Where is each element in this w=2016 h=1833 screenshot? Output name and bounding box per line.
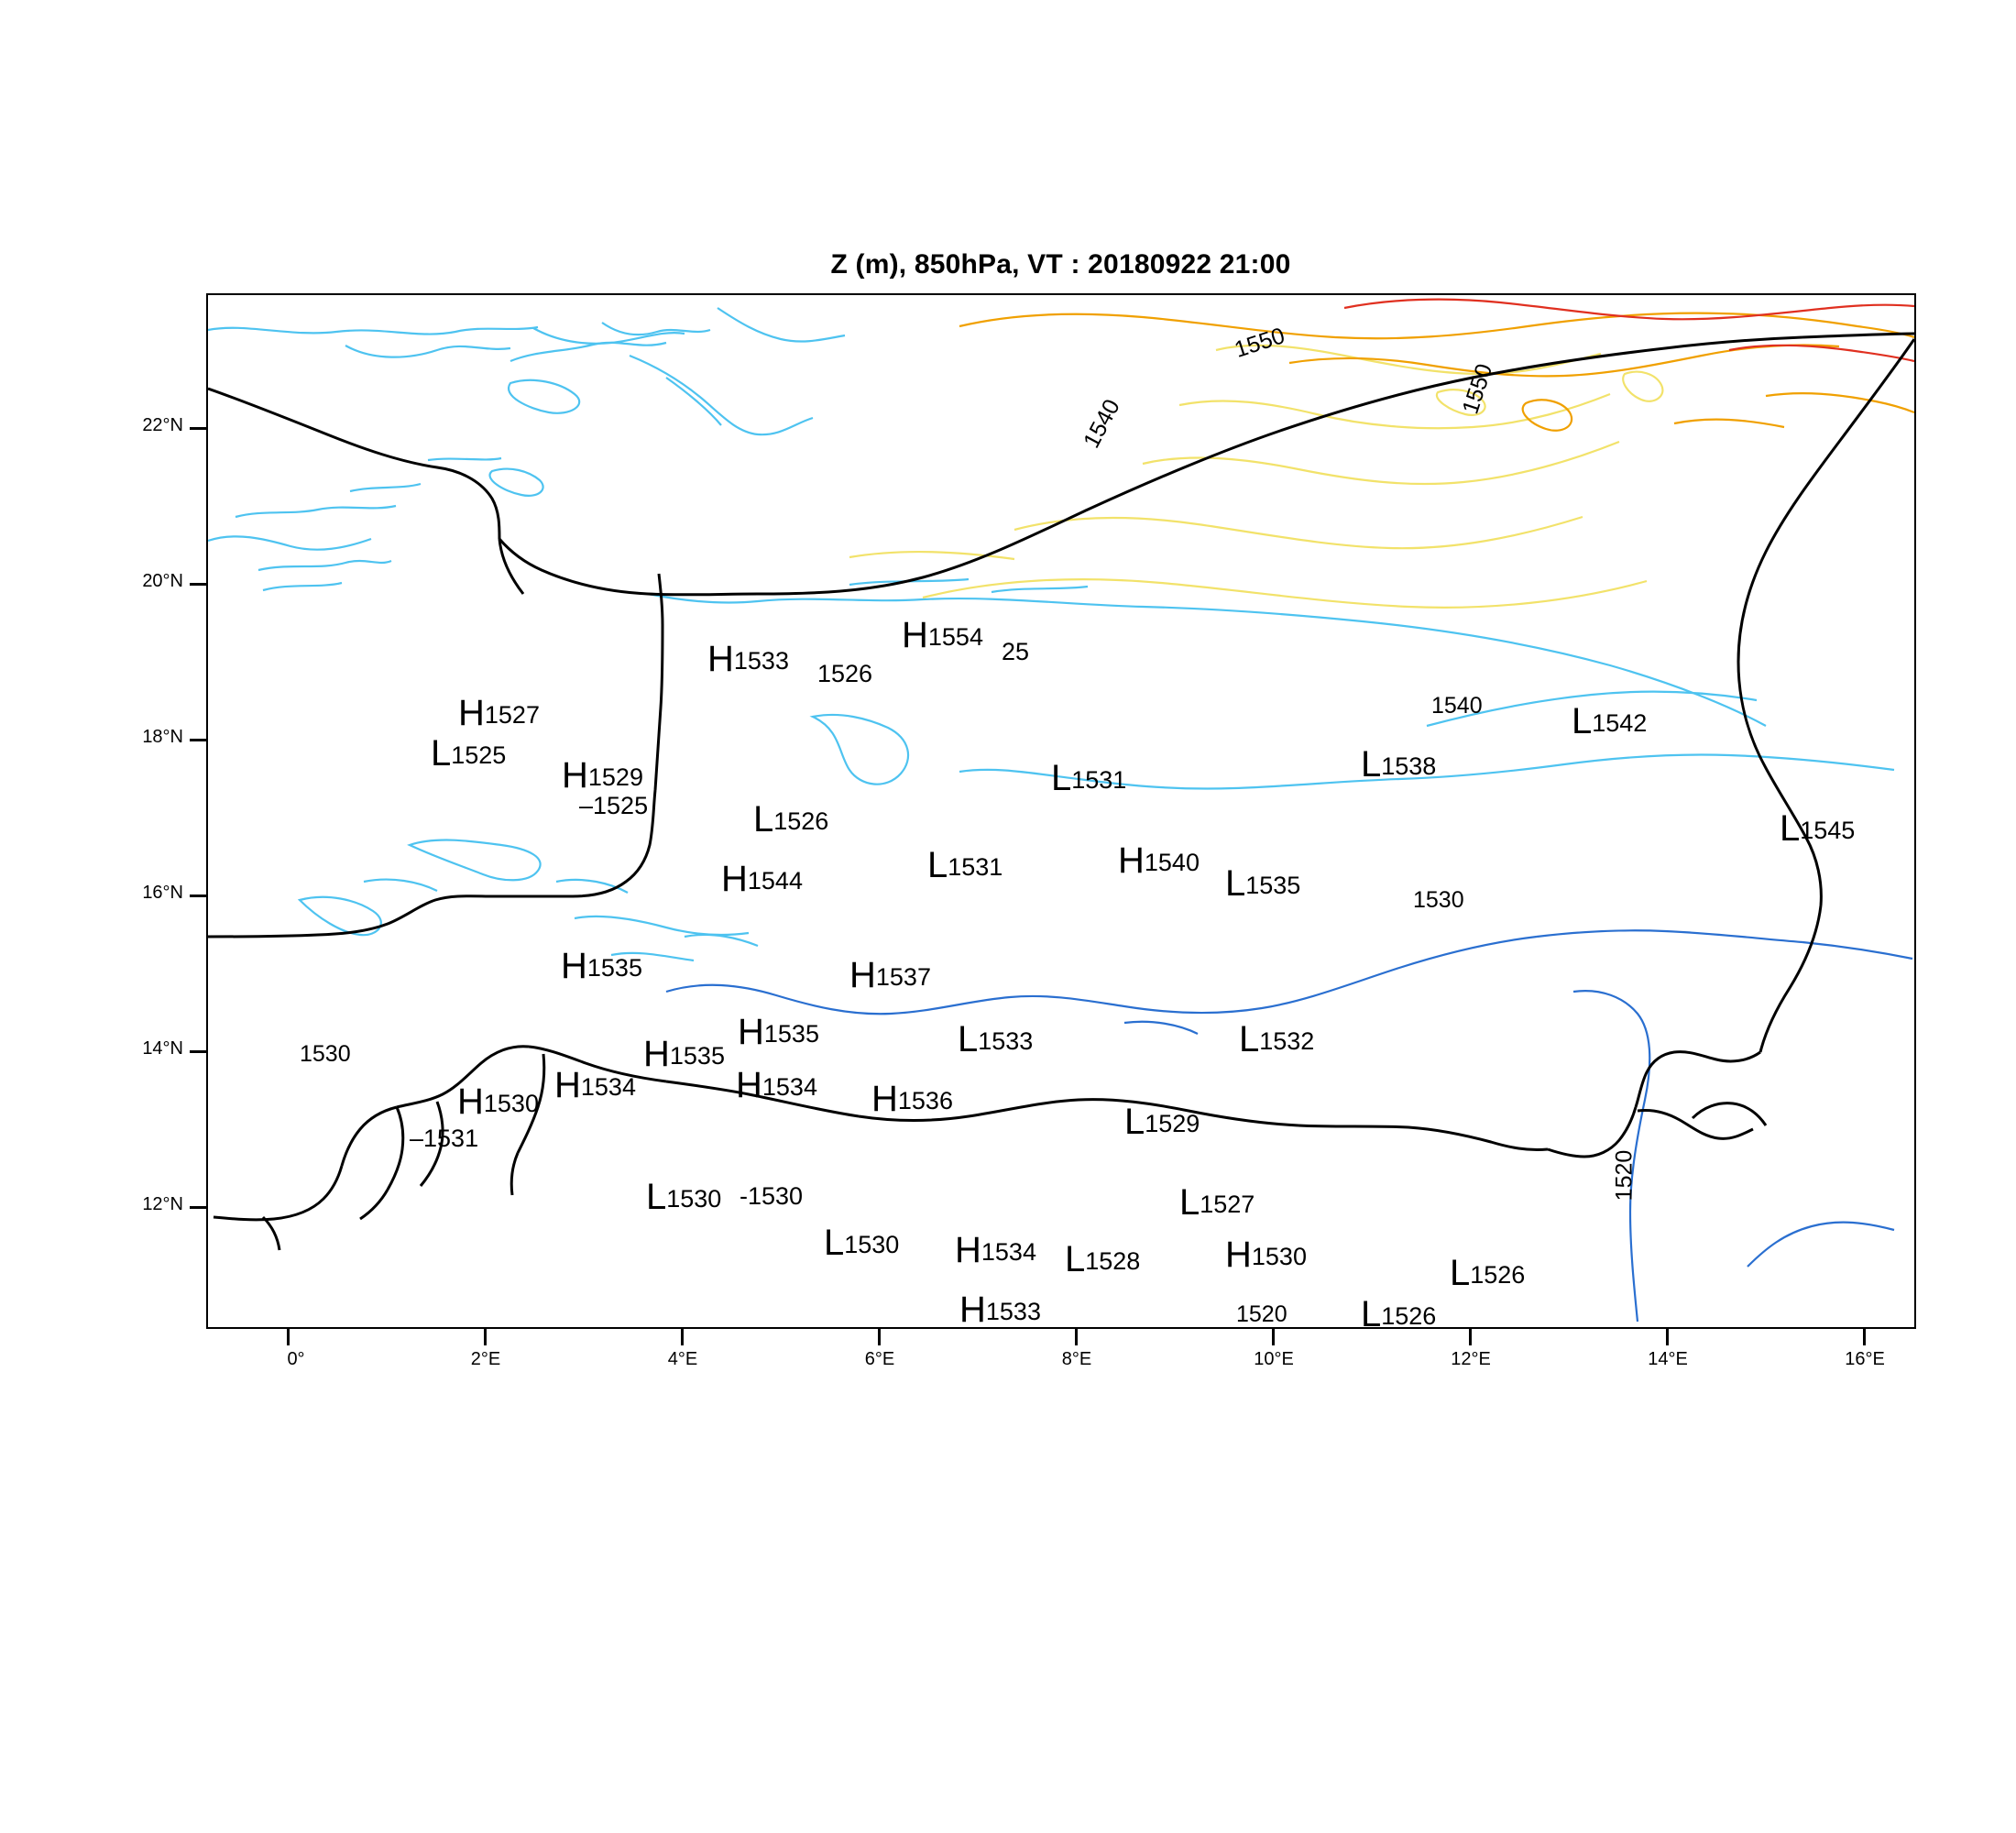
pressure-center-high: H1530: [1225, 1235, 1307, 1275]
pressure-center-high: H1537: [849, 955, 931, 995]
pressure-center-low: L1531: [927, 845, 1003, 885]
pressure-center-high: H1530: [457, 1081, 539, 1122]
pressure-value: –1525: [579, 792, 649, 819]
pressure-center-high: H1544: [721, 859, 803, 899]
y-tick: [190, 1050, 206, 1053]
pressure-center-low: L1526: [753, 799, 829, 840]
x-tick: [1666, 1329, 1669, 1345]
pressure-center-low: L1531: [1051, 758, 1127, 798]
pressure-center-high: H1534: [955, 1230, 1036, 1270]
contour-label: 1530: [300, 1041, 351, 1067]
pressure-center-low: L1532: [1239, 1019, 1315, 1059]
y-tick: [190, 427, 206, 430]
x-tick: [681, 1329, 684, 1345]
pressure-center-high: H1535: [643, 1034, 725, 1074]
contour-label: 1540: [1078, 395, 1125, 453]
pressure-center-high: H1534: [554, 1065, 636, 1105]
pressure-center-low: L1538: [1361, 744, 1437, 785]
pressure-center-high: H1533: [959, 1290, 1041, 1329]
pressure-center-low: L1527: [1179, 1182, 1255, 1223]
y-tick-label: 16°N: [142, 883, 183, 903]
x-tick: [1075, 1329, 1078, 1345]
pressure-center-high: H1536: [871, 1079, 953, 1119]
pressure-center-low: L1526: [1361, 1294, 1437, 1329]
contour-lines: [208, 300, 1914, 1322]
y-tick-label: 22°N: [142, 415, 183, 435]
pressure-center-high: H1533: [707, 639, 789, 679]
pressure-center-low: L1542: [1572, 701, 1648, 741]
y-tick: [190, 1206, 206, 1209]
x-tick: [287, 1329, 290, 1345]
pressure-center-low: L1530: [646, 1177, 722, 1217]
y-tick: [190, 583, 206, 586]
x-tick-label: 16°E: [1845, 1349, 1885, 1369]
pressure-value: 25: [1002, 638, 1030, 665]
y-tick: [190, 895, 206, 897]
pressure-center-high: H1527: [458, 693, 540, 733]
contour-label: 1520: [1236, 1301, 1287, 1327]
contour-label: 1550: [1231, 323, 1288, 363]
map-plot-area: [206, 293, 1916, 1329]
pressure-center-high: H1529: [562, 755, 643, 796]
x-tick: [484, 1329, 487, 1345]
pressure-center-low: L1526: [1450, 1253, 1526, 1293]
map-contours: [208, 295, 1914, 1327]
x-tick-label: 4°E: [667, 1349, 698, 1369]
pressure-value: –1531: [410, 1125, 479, 1152]
x-tick-label: 12°E: [1451, 1349, 1491, 1369]
contour-label: 1530: [1413, 887, 1464, 913]
x-tick-label: 14°E: [1648, 1349, 1688, 1369]
x-tick-label: 2°E: [470, 1349, 501, 1369]
pressure-center-low: L1525: [431, 733, 507, 774]
contour-label: 1540: [1431, 693, 1483, 719]
pressure-center-high: H1554: [902, 615, 983, 655]
x-tick-label: 8°E: [1061, 1349, 1092, 1369]
contour-label: 1550: [1457, 360, 1498, 418]
x-tick: [878, 1329, 881, 1345]
y-tick-label: 14°N: [142, 1038, 183, 1059]
pressure-center-low: L1533: [958, 1019, 1034, 1059]
y-tick: [190, 739, 206, 741]
pressure-center-low: L1530: [824, 1223, 900, 1263]
pressure-center-high: H1535: [738, 1012, 819, 1052]
pressure-center-low: L1528: [1065, 1239, 1141, 1279]
x-tick-label: 10°E: [1254, 1349, 1294, 1369]
x-tick: [1863, 1329, 1866, 1345]
pressure-value: -1530: [740, 1182, 804, 1210]
x-tick: [1469, 1329, 1472, 1345]
y-tick-label: 18°N: [142, 727, 183, 747]
pressure-value: 1526: [817, 660, 873, 687]
y-tick-label: 12°N: [142, 1194, 183, 1214]
x-tick-label: 6°E: [864, 1349, 895, 1369]
pressure-center-low: L1535: [1225, 863, 1301, 904]
pressure-center-low: L1545: [1780, 808, 1856, 849]
page-title: Z (m), 850hPa, VT : 20180922 21:00: [830, 249, 1291, 280]
contour-label: 1520: [1611, 1149, 1638, 1202]
pressure-center-low: L1529: [1124, 1102, 1200, 1142]
y-tick-label: 20°N: [142, 571, 183, 591]
pressure-center-high: H1535: [561, 946, 642, 986]
pressure-center-high: H1540: [1118, 840, 1200, 881]
x-tick-label: 0°: [287, 1349, 305, 1369]
x-tick: [1272, 1329, 1275, 1345]
pressure-center-high: H1534: [736, 1065, 817, 1105]
